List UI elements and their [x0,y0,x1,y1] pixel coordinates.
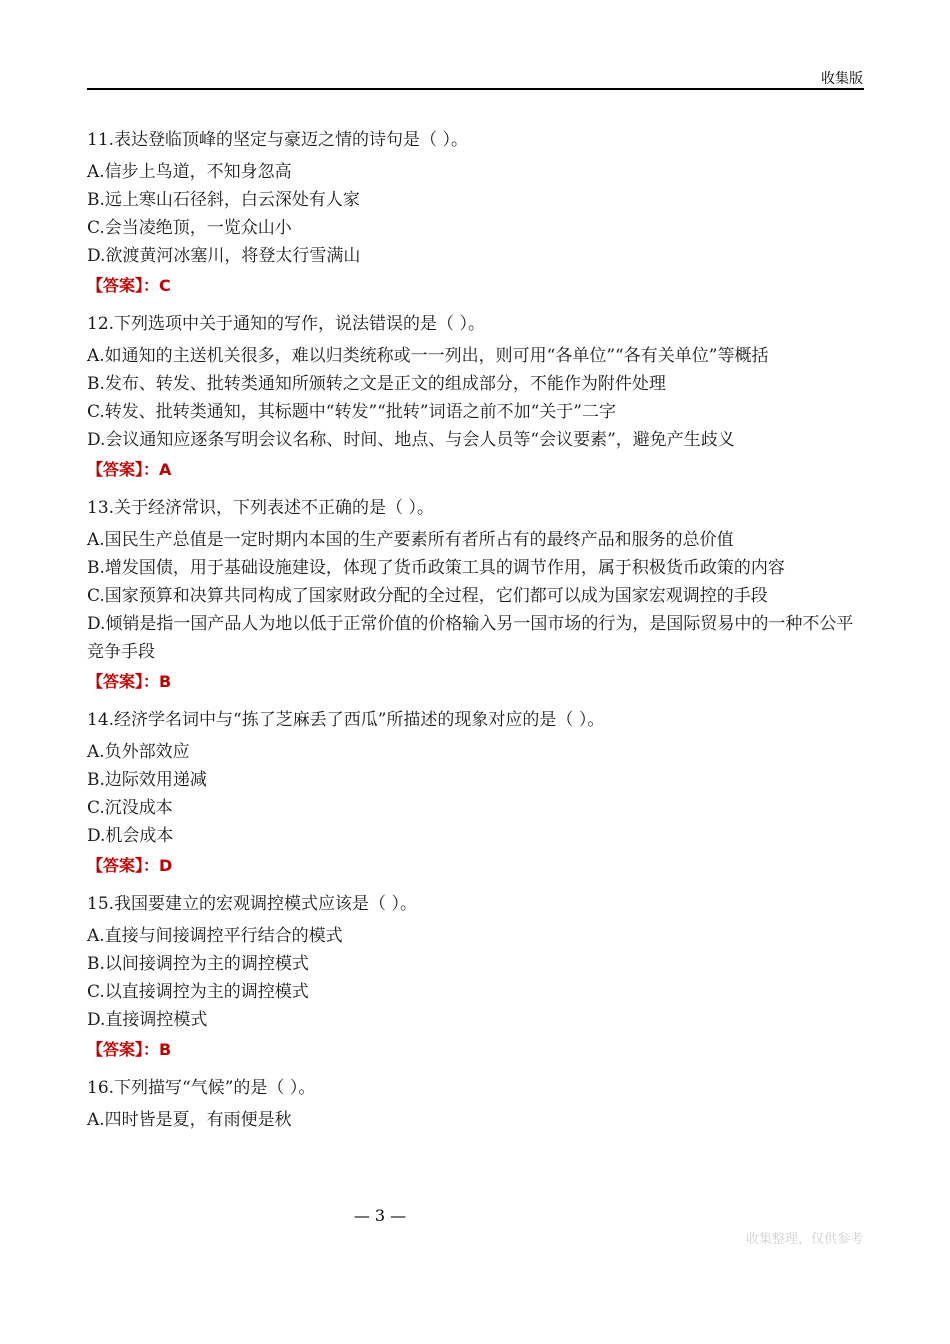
question-option: A.负外部效应 [87,742,190,762]
question-option: C.以直接调控为主的调控模式 [87,982,309,1002]
question-13 [87,494,864,696]
question-option: D.会议通知应逐条写明会议名称、时间、地点、与会人员等“会议要素”，避免产生歧义 [87,430,735,450]
question-option: D.欲渡黄河冰塞川，将登太行雪满山 [87,246,361,266]
question-option: B.边际效用递减 [87,770,207,790]
question-option: A.直接与间接调控平行结合的模式 [87,926,343,946]
question-12 [87,310,864,484]
question-stem: 16.下列描写“气候”的是（ ）。 [87,1078,316,1098]
question-option: A.如通知的主送机关很多，难以归类统称或一一列出，则可用“各单位”“各有关单位”等概括 [87,346,769,366]
question-option: D.倾销是指一国产品人为地以低于正常价值的价格输入另一国市场的行为，是国际贸易中的一种不公平竞争手段 [87,614,854,662]
question-stem: 11.表达登临顶峰的坚定与豪迈之情的诗句是（ ）。 [87,130,468,150]
question-option: C.会当凌绝顶，一览众山小 [87,218,292,238]
question-option: B.以间接调控为主的调控模式 [87,954,309,974]
question-15 [87,890,864,1064]
question-stem: 12.下列选项中关于通知的写作，说法错误的是（ ）。 [87,314,485,334]
answer-label: 【答案】：B [87,1040,172,1059]
answer-label: 【答案】：D [87,856,173,875]
header-label: 收集版 [821,71,863,87]
question-option: A.国民生产总值是一定时期内本国的生产要素所有者所占有的最终产品和服务的总价值 [87,530,734,550]
question-stem: 14.经济学名词中与“拣了芝麻丢了西瓜”所描述的现象对应的是（ ）。 [87,710,605,730]
question-option: B.增发国债，用于基础设施建设，体现了货币政策工具的调节作用，属于积极货币政策的内容 [87,558,785,578]
question-stem: 13.关于经济常识，下列表述不正确的是（ ）。 [87,498,434,518]
question-16 [87,1074,864,1134]
question-11 [87,126,864,300]
question-stem: 15.我国要建立的宏观调控模式应该是（ ）。 [87,894,417,914]
question-option: B.发布、转发、批转类通知所颁转之文是正文的组成部分，不能作为附件处理 [87,374,666,394]
watermark-text: 收集整理，仅供参考 [745,1232,863,1247]
header-rule [87,88,864,90]
answer-label: 【答案】：A [87,460,172,479]
question-option: D.机会成本 [87,826,174,846]
question-option: C.国家预算和决算共同构成了国家财政分配的全过程，它们都可以成为国家宏观调控的手段 [87,586,768,606]
question-option: A.四时皆是夏，有雨便是秋 [87,1110,292,1130]
question-option: C.沉没成本 [87,798,173,818]
question-option: B.远上寒山石径斜，白云深处有人家 [87,190,360,210]
question-14 [87,706,864,880]
question-option: A.信步上鸟道，不知身忽高 [87,162,292,182]
answer-label: 【答案】：C [87,276,171,295]
question-list [87,126,864,1144]
answer-label: 【答案】：B [87,672,172,691]
page-number: — 3 — [353,1206,407,1225]
question-option: C.转发、批转类通知，其标题中“转发”“批转”词语之前不加“关于”二字 [87,402,616,422]
question-option: D.直接调控模式 [87,1010,208,1030]
